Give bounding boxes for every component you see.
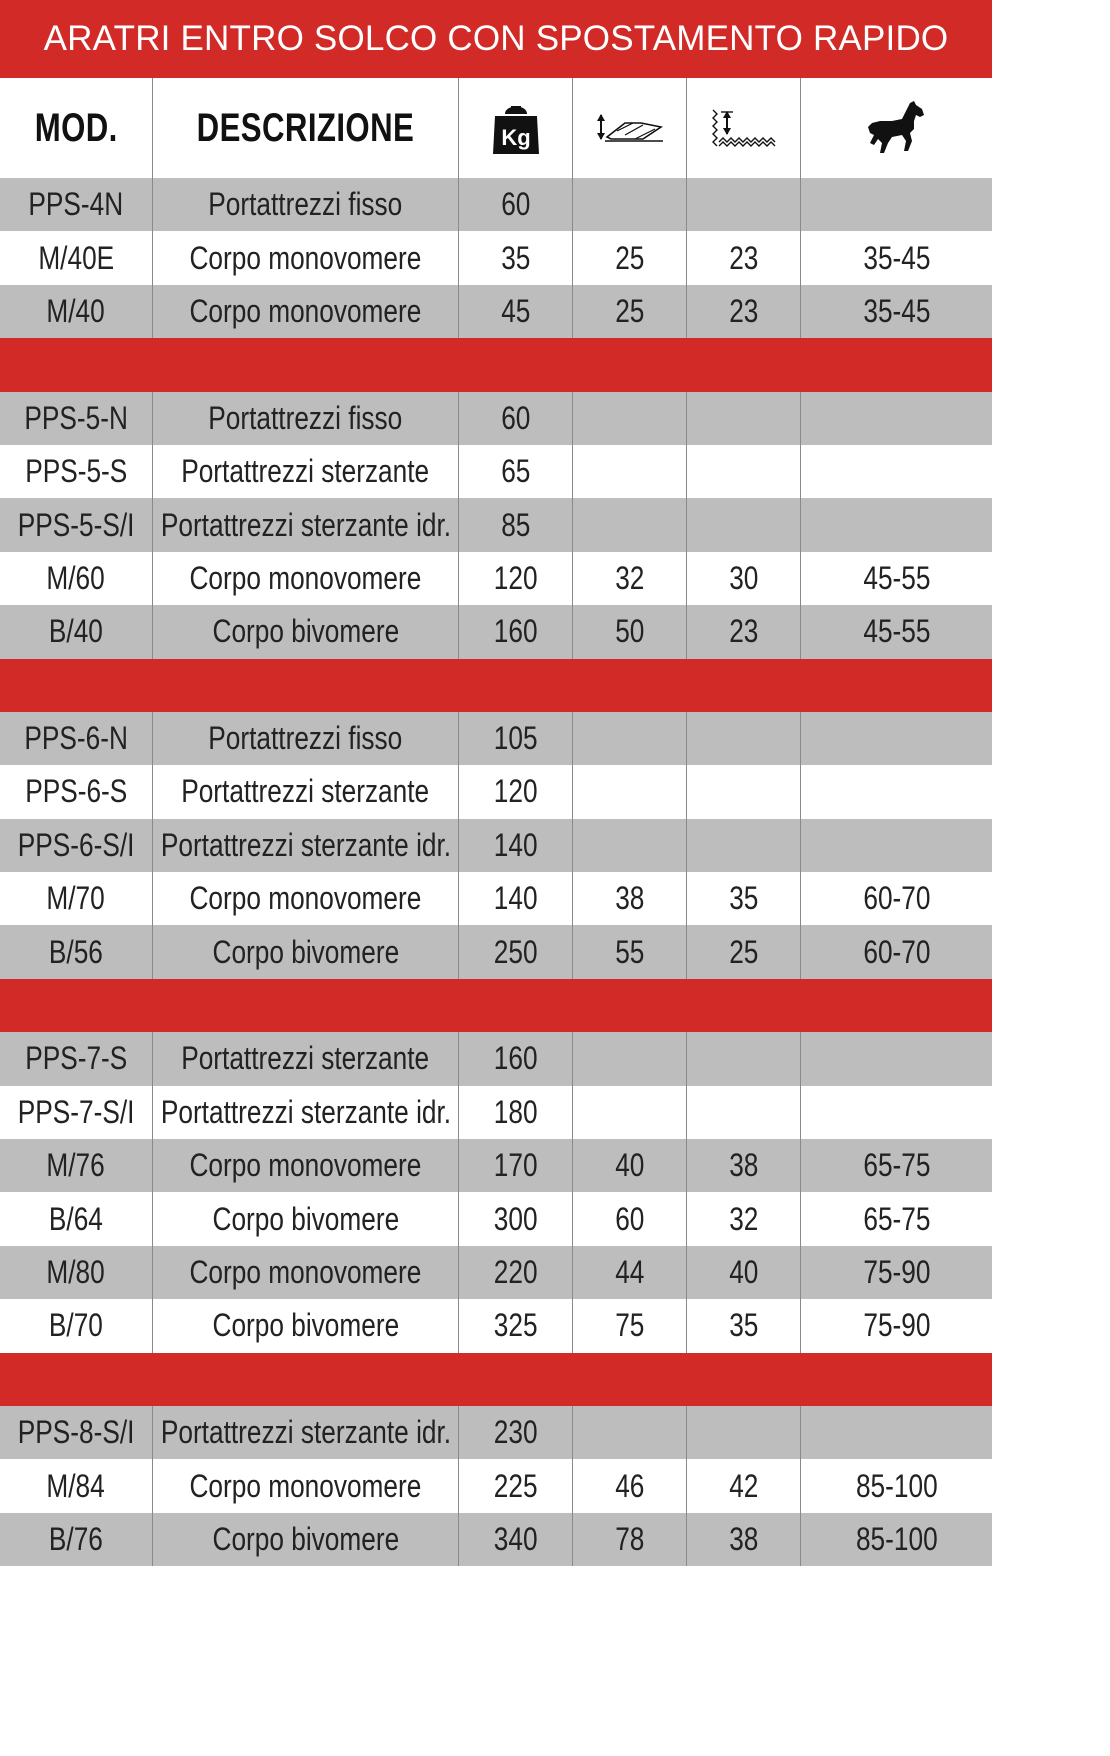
cell-model-text: M/84 (46, 1467, 106, 1504)
cell-width (573, 1299, 687, 1352)
cell-weight-text: 340 (493, 1520, 538, 1557)
cell-model (0, 178, 153, 231)
cell-power-text: 85-100 (855, 1520, 938, 1557)
cell-width (573, 712, 687, 765)
cell-description (153, 819, 459, 872)
cell-width (573, 925, 687, 978)
cell-depth (687, 1192, 801, 1245)
cell-description-text: Corpo bivomere (212, 933, 399, 970)
cell-power-text: 75-90 (862, 1307, 931, 1344)
cell-model (0, 1032, 153, 1085)
cell-width (573, 605, 687, 658)
cell-width (573, 1406, 687, 1459)
cell-power (801, 712, 992, 765)
cell-model-text: B/70 (49, 1307, 103, 1344)
cell-description-text: Portattrezzi fisso (208, 186, 403, 223)
cell-weight (459, 1032, 573, 1085)
cell-width (573, 765, 687, 818)
cell-weight (459, 819, 573, 872)
cell-width (573, 285, 687, 338)
cell-depth-text: 35 (728, 1307, 759, 1344)
cell-power (801, 392, 992, 445)
cell-width (573, 1139, 687, 1192)
header-width (573, 78, 687, 178)
cell-description-text: Corpo bivomere (212, 1520, 399, 1557)
table-row (0, 765, 992, 818)
cell-description-text: Portattrezzi sterzante idr. (160, 506, 451, 543)
cell-depth (687, 552, 801, 605)
cell-depth (687, 712, 801, 765)
cell-description-text: Corpo monovomere (189, 880, 422, 917)
cell-width (573, 445, 687, 498)
cell-weight (459, 765, 573, 818)
cell-description (153, 712, 459, 765)
cell-power (801, 1192, 992, 1245)
table-row (0, 1459, 992, 1512)
cell-description-text: Corpo monovomere (189, 1254, 422, 1290)
cell-model-text: M/80 (46, 1254, 106, 1290)
header-model-label: MOD. (34, 105, 118, 150)
cell-power (801, 552, 992, 605)
cell-power (801, 872, 992, 925)
cell-model (0, 765, 153, 818)
cell-depth-text: 25 (728, 933, 759, 970)
cell-description-text: Portattrezzi sterzante (181, 453, 430, 490)
cell-weight (459, 498, 573, 551)
cell-description (153, 1192, 459, 1245)
table-title-text: ARATRI ENTRO SOLCO CON SPOSTAMENTO RAPIDO (43, 19, 949, 58)
group-separator (0, 979, 992, 1032)
cell-depth (687, 1086, 801, 1139)
cell-width-text: 38 (614, 880, 645, 917)
cell-description-text: Portattrezzi sterzante idr. (160, 826, 451, 863)
cell-weight (459, 1192, 573, 1245)
cell-weight-text: 120 (493, 559, 538, 596)
cell-weight-text: 140 (493, 826, 538, 863)
cell-power-text: 35-45 (862, 292, 931, 329)
cell-power-text: 65-75 (862, 1147, 931, 1184)
cell-width (573, 1246, 687, 1299)
cell-power (801, 285, 992, 338)
working-width-icon (595, 111, 665, 145)
cell-power (801, 1032, 992, 1085)
cell-weight (459, 1406, 573, 1459)
cell-description-text: Portattrezzi fisso (208, 399, 403, 436)
cell-power (801, 1513, 992, 1566)
cell-width (573, 1086, 687, 1139)
cell-weight (459, 1246, 573, 1299)
cell-description (153, 1459, 459, 1512)
table-row (0, 178, 992, 231)
cell-model (0, 498, 153, 551)
table-row (0, 1299, 992, 1352)
cell-depth-text: 23 (728, 613, 759, 650)
cell-model-text: M/40 (46, 292, 106, 329)
cell-power-text: 45-55 (862, 559, 931, 596)
table-row (0, 872, 992, 925)
cell-weight-text: 45 (500, 292, 531, 329)
cell-depth (687, 1459, 801, 1512)
working-depth-icon (709, 108, 779, 148)
cell-width-text: 50 (614, 613, 645, 650)
cell-model-text: M/70 (46, 880, 106, 917)
cell-depth (687, 392, 801, 445)
cell-weight-text: 140 (493, 880, 538, 917)
cell-power (801, 1459, 992, 1512)
cell-width-text: 25 (614, 292, 645, 329)
cell-power (801, 1299, 992, 1352)
header-power (801, 78, 992, 178)
cell-width-text: 75 (614, 1307, 645, 1344)
cell-depth (687, 1246, 801, 1299)
cell-depth (687, 1139, 801, 1192)
cell-description (153, 925, 459, 978)
horse-icon (866, 99, 928, 157)
cell-description (153, 1086, 459, 1139)
cell-description-text: Portattrezzi sterzante (181, 1040, 430, 1077)
cell-description-text: Corpo monovomere (189, 559, 422, 596)
cell-power (801, 765, 992, 818)
cell-model (0, 1406, 153, 1459)
table-row (0, 445, 992, 498)
cell-model-text: PPS-8-S/I (17, 1414, 135, 1451)
cell-depth (687, 178, 801, 231)
cell-power-text: 45-55 (862, 613, 931, 650)
cell-width (573, 1032, 687, 1085)
cell-width (573, 231, 687, 284)
cell-power (801, 1246, 992, 1299)
cell-weight-text: 220 (493, 1254, 538, 1290)
cell-description (153, 1032, 459, 1085)
cell-model-text: PPS-5-S/I (17, 506, 135, 543)
cell-model (0, 1246, 153, 1299)
cell-power (801, 819, 992, 872)
cell-model-text: PPS-6-S/I (17, 826, 135, 863)
cell-power (801, 925, 992, 978)
cell-description (153, 1139, 459, 1192)
cell-description (153, 1246, 459, 1299)
cell-depth-text: 30 (728, 559, 759, 596)
cell-description-text: Corpo monovomere (189, 239, 422, 276)
cell-description (153, 1513, 459, 1566)
cell-model-text: B/40 (49, 613, 103, 650)
cell-weight (459, 605, 573, 658)
cell-depth (687, 285, 801, 338)
cell-model (0, 1192, 153, 1245)
cell-description-text: Portattrezzi sterzante idr. (160, 1093, 451, 1130)
cell-description (153, 1406, 459, 1459)
cell-weight-text: 120 (493, 773, 538, 810)
cell-model (0, 925, 153, 978)
cell-model-text: B/64 (49, 1200, 103, 1237)
cell-weight (459, 445, 573, 498)
cell-depth (687, 925, 801, 978)
cell-model-text: M/40E (38, 239, 114, 276)
cell-model-text: PPS-5-N (24, 399, 128, 436)
cell-power (801, 498, 992, 551)
cell-weight (459, 712, 573, 765)
cell-depth (687, 605, 801, 658)
cell-weight-text: 250 (493, 933, 538, 970)
cell-description-text: Corpo monovomere (189, 1147, 422, 1184)
cell-description-text: Portattrezzi sterzante (181, 773, 430, 810)
weight-kg-icon-label: Kg (500, 125, 531, 150)
cell-model-text: M/60 (46, 559, 106, 596)
table-title (0, 0, 992, 78)
table-row (0, 231, 992, 284)
cell-description (153, 552, 459, 605)
cell-model (0, 445, 153, 498)
cell-description (153, 1299, 459, 1352)
cell-description (153, 285, 459, 338)
cell-depth-text: 38 (728, 1147, 759, 1184)
cell-description-text: Portattrezzi sterzante idr. (160, 1414, 451, 1451)
cell-width (573, 1513, 687, 1566)
cell-model-text: M/76 (46, 1147, 106, 1184)
cell-depth-text: 23 (728, 239, 759, 276)
table-row (0, 392, 992, 445)
table-row (0, 605, 992, 658)
header-depth (687, 78, 801, 178)
cell-width-text: 55 (614, 933, 645, 970)
cell-power-text: 65-75 (862, 1200, 931, 1237)
header-description (153, 78, 459, 178)
cell-weight (459, 1513, 573, 1566)
cell-model (0, 392, 153, 445)
cell-model-text: PPS-5-S (24, 453, 128, 490)
cell-depth (687, 1299, 801, 1352)
cell-model-text: B/76 (49, 1520, 103, 1557)
cell-width (573, 552, 687, 605)
cell-model (0, 605, 153, 658)
cell-description-text: Corpo bivomere (212, 1307, 399, 1344)
table-body (0, 178, 992, 1566)
cell-width-text: 78 (614, 1520, 645, 1557)
cell-description (153, 392, 459, 445)
cell-width (573, 1459, 687, 1512)
cell-model (0, 819, 153, 872)
cell-weight-text: 160 (493, 1040, 538, 1077)
cell-weight-text: 230 (493, 1414, 538, 1451)
cell-model-text: PPS-6-S (24, 773, 128, 810)
cell-description (153, 445, 459, 498)
table-row (0, 1086, 992, 1139)
cell-weight (459, 178, 573, 231)
cell-power (801, 1406, 992, 1459)
cell-weight-text: 300 (493, 1200, 538, 1237)
cell-depth (687, 765, 801, 818)
cell-depth-text: 32 (728, 1200, 759, 1237)
cell-depth-text: 35 (728, 880, 759, 917)
group-separator (0, 1353, 992, 1406)
table-row (0, 285, 992, 338)
cell-model (0, 1513, 153, 1566)
cell-width (573, 498, 687, 551)
cell-depth (687, 445, 801, 498)
cell-depth (687, 231, 801, 284)
header-description-label: DESCRIZIONE (196, 105, 415, 150)
cell-power (801, 445, 992, 498)
cell-model (0, 285, 153, 338)
cell-description-text: Corpo monovomere (189, 1467, 422, 1504)
cell-weight (459, 872, 573, 925)
cell-depth (687, 872, 801, 925)
group-separator (0, 659, 992, 712)
cell-weight-text: 225 (493, 1467, 538, 1504)
cell-power (801, 1086, 992, 1139)
cell-weight (459, 1086, 573, 1139)
cell-width-text: 32 (614, 559, 645, 596)
cell-width (573, 392, 687, 445)
cell-weight (459, 1299, 573, 1352)
table-row (0, 819, 992, 872)
cell-weight-text: 170 (493, 1147, 538, 1184)
cell-description (153, 498, 459, 551)
cell-power (801, 231, 992, 284)
cell-description (153, 872, 459, 925)
header-model (0, 78, 153, 178)
cell-width-text: 25 (614, 239, 645, 276)
cell-width-text: 46 (614, 1467, 645, 1504)
cell-model (0, 1459, 153, 1512)
cell-width (573, 178, 687, 231)
cell-model (0, 1139, 153, 1192)
cell-weight (459, 392, 573, 445)
table-row (0, 1513, 992, 1566)
table-row (0, 712, 992, 765)
cell-model (0, 712, 153, 765)
cell-weight (459, 925, 573, 978)
weight-kg-icon (491, 100, 541, 156)
cell-depth (687, 1513, 801, 1566)
cell-model (0, 1299, 153, 1352)
table-row (0, 552, 992, 605)
cell-model-text: PPS-7-S/I (17, 1093, 135, 1130)
cell-power (801, 605, 992, 658)
table-row (0, 498, 992, 551)
cell-model-text: PPS-7-S (24, 1040, 128, 1077)
cell-description (153, 178, 459, 231)
header-weight (459, 78, 573, 178)
cell-description-text: Corpo monovomere (189, 292, 422, 329)
cell-power (801, 1139, 992, 1192)
cell-power-text: 35-45 (862, 239, 931, 276)
cell-width-text: 60 (614, 1200, 645, 1237)
cell-description-text: Corpo bivomere (212, 613, 399, 650)
header-row (0, 78, 992, 178)
cell-weight-text: 160 (493, 613, 538, 650)
cell-weight (459, 552, 573, 605)
table-row (0, 925, 992, 978)
cell-description (153, 231, 459, 284)
cell-weight-text: 325 (493, 1307, 538, 1344)
cell-depth (687, 819, 801, 872)
cell-depth-text: 38 (728, 1520, 759, 1557)
cell-description (153, 605, 459, 658)
cell-width (573, 819, 687, 872)
cell-model-text: PPS-6-N (24, 720, 128, 757)
cell-power (801, 178, 992, 231)
cell-model (0, 1086, 153, 1139)
cell-power-text: 85-100 (855, 1467, 938, 1504)
cell-width-text: 40 (614, 1147, 645, 1184)
cell-description-text: Portattrezzi fisso (208, 720, 403, 757)
cell-weight-text: 180 (493, 1093, 538, 1130)
cell-width (573, 872, 687, 925)
cell-depth-text: 23 (728, 292, 759, 329)
cell-power-text: 60-70 (862, 933, 931, 970)
group-separator (0, 338, 992, 391)
cell-description (153, 765, 459, 818)
cell-power-text: 75-90 (862, 1254, 931, 1290)
table-row (0, 1406, 992, 1459)
cell-model (0, 552, 153, 605)
cell-weight-text: 105 (493, 720, 538, 757)
cell-width-text: 44 (614, 1254, 645, 1290)
cell-description-text: Corpo bivomere (212, 1200, 399, 1237)
cell-weight (459, 1139, 573, 1192)
cell-depth (687, 1406, 801, 1459)
table-row (0, 1246, 992, 1299)
cell-weight (459, 231, 573, 284)
cell-power-text: 60-70 (862, 880, 931, 917)
cell-weight-text: 85 (500, 506, 531, 543)
cell-model-text: PPS-4N (28, 186, 124, 223)
table-row (0, 1139, 992, 1192)
table-row (0, 1032, 992, 1085)
cell-weight-text: 60 (500, 399, 531, 436)
cell-depth (687, 498, 801, 551)
cell-width (573, 1192, 687, 1245)
cell-model (0, 231, 153, 284)
cell-depth-text: 42 (728, 1467, 759, 1504)
cell-weight-text: 35 (500, 239, 531, 276)
cell-weight-text: 60 (500, 186, 531, 223)
cell-weight-text: 65 (500, 453, 531, 490)
cell-model (0, 872, 153, 925)
cell-depth-text: 40 (728, 1254, 759, 1290)
cell-depth (687, 1032, 801, 1085)
cell-model-text: B/56 (49, 933, 103, 970)
cell-weight (459, 1459, 573, 1512)
cell-weight (459, 285, 573, 338)
table-row (0, 1192, 992, 1245)
